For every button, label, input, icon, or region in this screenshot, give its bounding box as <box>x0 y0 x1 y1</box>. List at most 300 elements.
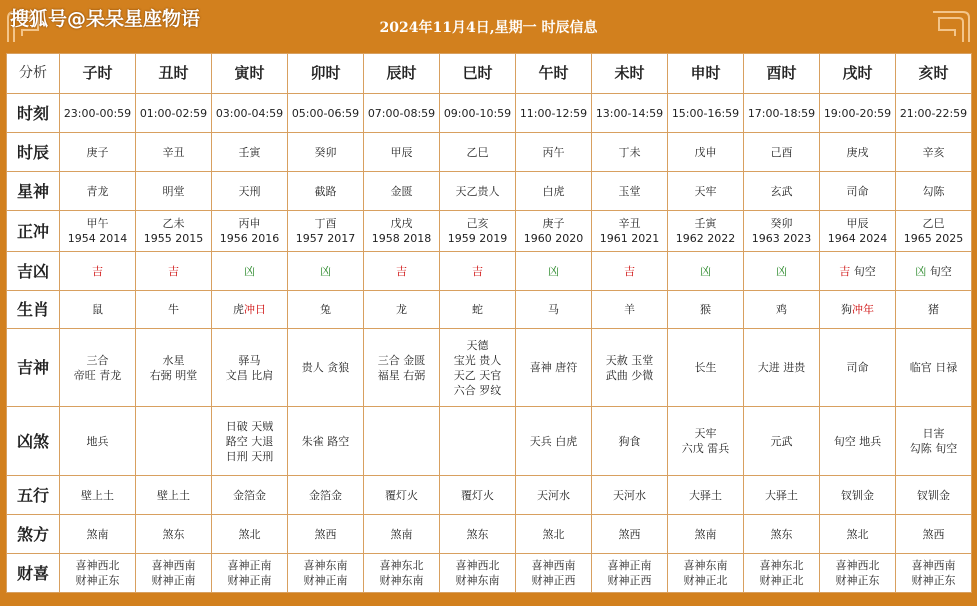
cell-line: 金匮 <box>390 184 413 198</box>
table-cell <box>212 172 288 211</box>
table-cell <box>516 252 592 291</box>
table-cell <box>440 211 516 252</box>
cell-line: 乙巳 <box>922 217 945 230</box>
cell-line: 勾陈 <box>922 184 945 198</box>
table-cell <box>820 554 896 593</box>
table-cell <box>592 94 668 133</box>
hour-header: 亥时 <box>896 54 972 94</box>
table-row <box>7 172 972 211</box>
table-cell <box>60 291 136 329</box>
cell-line: 文昌 比肩 <box>225 368 274 382</box>
cell-line: 戊申 <box>694 145 717 159</box>
table-cell <box>516 172 592 211</box>
auspicious-mark: 吉 <box>92 264 103 278</box>
table-cell <box>668 172 744 211</box>
table-cell <box>896 554 972 593</box>
table-cell <box>136 515 212 554</box>
table-cell <box>212 515 288 554</box>
table-cell <box>212 291 288 329</box>
cell-line: 1956 2016 <box>219 232 280 245</box>
hour-info-table <box>6 53 972 593</box>
zodiac-animal: 狗 <box>841 303 852 316</box>
cell-line: 壬寅 <box>238 145 261 159</box>
auspicious-mark: 吉 <box>472 264 483 278</box>
cell-line: 三合 <box>86 353 109 367</box>
cell-line: 钗钏金 <box>841 488 874 502</box>
table-cell <box>592 476 668 515</box>
cell-line: 喜神东南 <box>683 559 728 572</box>
table-cell <box>364 476 440 515</box>
table-cell <box>60 515 136 554</box>
cell-line: 05:00-06:59 <box>291 106 360 120</box>
table-cell <box>440 172 516 211</box>
cell-line: 17:00-18:59 <box>747 106 816 120</box>
row-header: 生肖 <box>7 291 60 329</box>
cell-line: 庚子 <box>86 145 109 159</box>
table-cell <box>668 252 744 291</box>
table-cell <box>668 133 744 172</box>
hour-header: 辰时 <box>364 54 440 94</box>
cell-line: 21:00-22:59 <box>899 106 968 120</box>
cell-line: 壁上土 <box>157 488 190 502</box>
table-cell <box>288 172 364 211</box>
cell-line: 己酉 <box>770 145 793 159</box>
cell-line: 勾陈 旬空 <box>909 442 958 455</box>
row-header: 五行 <box>7 476 60 515</box>
table-cell <box>288 476 364 515</box>
table-cell <box>364 172 440 211</box>
cell-line: 1963 2023 <box>751 232 812 245</box>
cell-line: 壬寅 <box>694 217 717 230</box>
cell-line: 煞北 <box>238 527 261 541</box>
cell-line: 喜神西南 <box>531 559 576 572</box>
table-cell <box>440 476 516 515</box>
cell-line: 司命 <box>846 184 869 198</box>
cell-line: 甲辰 <box>390 145 413 159</box>
table-cell <box>592 407 668 476</box>
table-cell <box>212 476 288 515</box>
cell-line: 日刑 天刑 <box>225 449 274 463</box>
inauspicious-mark: 凶 <box>320 264 331 278</box>
cell-line: 覆灯火 <box>461 488 494 502</box>
cell-line: 喜神西北 <box>835 559 880 572</box>
table-cell <box>288 211 364 252</box>
table-cell <box>668 476 744 515</box>
table-cell <box>364 329 440 407</box>
cell-line: 煞东 <box>770 527 793 541</box>
table-cell <box>896 252 972 291</box>
cell-line: 喜神正南 <box>227 559 272 572</box>
table-cell <box>668 554 744 593</box>
inauspicious-mark: 凶 <box>776 264 787 278</box>
table-cell <box>60 172 136 211</box>
table-cell <box>668 94 744 133</box>
table-body <box>7 94 972 593</box>
clash-note: 冲年 <box>852 303 874 316</box>
cell-line: 07:00-08:59 <box>367 106 436 120</box>
cell-line: 金箔金 <box>309 488 342 502</box>
cell-line: 临官 日禄 <box>909 361 958 374</box>
table-cell <box>744 172 820 211</box>
table-cell <box>136 252 212 291</box>
cell-line: 帝旺 青龙 <box>73 368 122 382</box>
cell-line: 13:00-14:59 <box>595 106 664 120</box>
table-cell <box>440 515 516 554</box>
table-cell <box>896 94 972 133</box>
table-cell <box>516 476 592 515</box>
table-cell <box>592 515 668 554</box>
cell-line: 1954 2014 <box>67 232 128 245</box>
cell-line: 路空 大退 <box>225 434 274 448</box>
cell-line: 财神正东 <box>835 574 880 587</box>
table-cell <box>744 252 820 291</box>
cell-line: 财神正北 <box>683 574 728 587</box>
table-cell <box>668 211 744 252</box>
cell-line: 日破 天贼 <box>225 419 274 433</box>
cell-line: 喜神 唐符 <box>529 361 578 374</box>
cell-line: 玉堂 <box>618 184 641 198</box>
cell-line: 财神正西 <box>531 574 576 587</box>
cell-line: 明堂 <box>162 184 185 198</box>
table-cell <box>136 407 212 476</box>
table-row <box>7 252 972 291</box>
table-cell <box>60 329 136 407</box>
table-cell <box>440 133 516 172</box>
cell-line: 乙巳 <box>466 145 489 159</box>
cell-line: 六戊 雷兵 <box>681 442 730 455</box>
cell-line: 财神正南 <box>303 574 348 587</box>
cell-line: 1962 2022 <box>675 232 736 245</box>
clash-note: 冲日 <box>244 303 266 316</box>
table-cell <box>896 329 972 407</box>
cell-line: 财神正南 <box>151 574 196 587</box>
cell-line: 驿马 <box>238 353 261 367</box>
cell-line: 喜神东北 <box>379 559 424 572</box>
table-cell <box>592 554 668 593</box>
table-cell <box>744 94 820 133</box>
table-cell <box>516 133 592 172</box>
cell-line: 福星 右弼 <box>377 368 426 382</box>
table-row <box>7 407 972 476</box>
cell-line: 财神正东 <box>911 574 956 587</box>
cell-line: 丁酉 <box>314 217 337 230</box>
hour-header: 子时 <box>60 54 136 94</box>
cell-line: 武曲 少微 <box>605 368 654 382</box>
table-cell <box>364 554 440 593</box>
table-cell <box>136 211 212 252</box>
cell-line: 煞北 <box>846 527 869 541</box>
cell-line: 天乙贵人 <box>455 184 500 198</box>
table-cell <box>896 291 972 329</box>
cell-line: 长生 <box>694 361 717 374</box>
row-header: 时刻 <box>7 94 60 133</box>
table-cell <box>136 94 212 133</box>
cell-line: 煞西 <box>314 527 337 541</box>
table-cell <box>516 291 592 329</box>
cell-line: 丁未 <box>618 145 641 159</box>
table-cell <box>60 476 136 515</box>
cell-line: 01:00-02:59 <box>139 106 208 120</box>
zodiac-animal: 牛 <box>168 303 179 316</box>
cell-line: 截路 <box>314 184 337 198</box>
table-cell <box>212 407 288 476</box>
cell-line: 1960 2020 <box>523 232 584 245</box>
cell-line: 元武 <box>770 434 793 448</box>
cell-line: 喜神西北 <box>75 559 120 572</box>
table-cell <box>60 211 136 252</box>
cell-line: 丙午 <box>542 145 565 159</box>
cell-line: 青龙 <box>86 184 109 198</box>
row-header: 凶煞 <box>7 407 60 476</box>
table-row <box>7 554 972 593</box>
cell-line: 03:00-04:59 <box>215 106 284 120</box>
cell-line: 财神东南 <box>379 574 424 587</box>
table-cell <box>288 252 364 291</box>
cell-line: 辛丑 <box>162 145 185 159</box>
cell-line: 天河水 <box>613 488 646 502</box>
table-cell <box>364 515 440 554</box>
table-cell <box>744 476 820 515</box>
table-cell <box>212 94 288 133</box>
cell-line: 白虎 <box>542 184 565 198</box>
cell-line: 煞南 <box>86 527 109 541</box>
cell-line: 11:00-12:59 <box>519 106 588 120</box>
cell-line: 宝光 贵人 <box>453 353 502 367</box>
table-cell <box>820 407 896 476</box>
table-cell <box>820 172 896 211</box>
cell-line: 天乙 天官 <box>453 368 502 382</box>
table-cell <box>136 554 212 593</box>
cell-line: 玄武 <box>770 184 793 198</box>
table-cell <box>288 94 364 133</box>
zodiac-animal: 兔 <box>320 303 331 316</box>
table-cell <box>592 329 668 407</box>
hour-header: 戌时 <box>820 54 896 94</box>
table-cell <box>136 172 212 211</box>
table-row <box>7 515 972 554</box>
table-cell <box>364 252 440 291</box>
cell-line: 财神正北 <box>759 574 804 587</box>
cell-line: 1961 2021 <box>599 232 660 245</box>
table-cell <box>136 329 212 407</box>
row-header: 吉神 <box>7 329 60 407</box>
table-cell <box>288 407 364 476</box>
cell-line: 癸卯 <box>314 145 337 159</box>
cell-line: 地兵 <box>86 434 109 448</box>
table-cell <box>212 211 288 252</box>
table-cell <box>668 515 744 554</box>
auspicious-mark: 吉 <box>396 264 407 278</box>
header-row <box>7 54 972 94</box>
row-header: 吉凶 <box>7 252 60 291</box>
table-cell <box>668 407 744 476</box>
table-cell <box>60 252 136 291</box>
cell-line: 庚子 <box>542 217 565 230</box>
table-cell <box>516 211 592 252</box>
table-cell <box>516 94 592 133</box>
cell-line: 乙未 <box>162 217 185 230</box>
table-cell <box>820 291 896 329</box>
table-cell <box>288 515 364 554</box>
cell-line: 日害 <box>922 427 945 440</box>
cell-line: 煞南 <box>390 527 413 541</box>
table-cell <box>820 252 896 291</box>
hour-header: 丑时 <box>136 54 212 94</box>
table-cell <box>288 291 364 329</box>
cell-line: 司命 <box>846 361 869 374</box>
zodiac-animal: 羊 <box>624 303 635 316</box>
row-header: 时辰 <box>7 133 60 172</box>
cell-line: 大进 进贵 <box>757 361 806 374</box>
row-header: 煞方 <box>7 515 60 554</box>
table-cell <box>288 554 364 593</box>
cell-line: 1958 2018 <box>371 232 432 245</box>
table-cell <box>440 407 516 476</box>
table-row <box>7 133 972 172</box>
cell-line: 庚戌 <box>846 145 869 159</box>
table-cell <box>136 476 212 515</box>
cell-line: 19:00-20:59 <box>823 106 892 120</box>
cell-line: 煞北 <box>542 527 565 541</box>
cell-line: 金箔金 <box>233 488 266 502</box>
table-cell <box>516 515 592 554</box>
cell-line: 己亥 <box>466 217 489 230</box>
table-cell <box>364 291 440 329</box>
inauspicious-mark: 凶 <box>700 264 711 278</box>
cell-line: 朱雀 路空 <box>301 434 350 448</box>
table-cell <box>744 291 820 329</box>
table-cell <box>592 133 668 172</box>
inauspicious-mark: 凶 <box>244 264 255 278</box>
cell-line: 财神东南 <box>455 574 500 587</box>
table-cell <box>744 407 820 476</box>
cell-line: 三合 金匮 <box>377 353 426 367</box>
cell-line: 天赦 玉堂 <box>605 353 654 367</box>
xunkong-note: 旬空 <box>926 264 952 278</box>
zodiac-animal: 猪 <box>928 303 939 316</box>
hour-header: 申时 <box>668 54 744 94</box>
table-cell <box>288 329 364 407</box>
table-cell <box>212 329 288 407</box>
table-cell <box>896 172 972 211</box>
cell-line: 1965 2025 <box>903 232 964 245</box>
cell-line: 天牢 <box>694 427 717 440</box>
table-row <box>7 291 972 329</box>
table-row <box>7 94 972 133</box>
table-cell <box>212 554 288 593</box>
cell-line: 喜神东北 <box>759 559 804 572</box>
table-cell <box>820 133 896 172</box>
table-cell <box>136 133 212 172</box>
table-cell <box>440 291 516 329</box>
table-row <box>7 329 972 407</box>
cell-line: 天河水 <box>537 488 570 502</box>
cell-line: 天德 <box>466 338 489 352</box>
cell-line: 喜神西北 <box>455 559 500 572</box>
zodiac-animal: 虎 <box>233 303 244 316</box>
table-cell <box>744 133 820 172</box>
cell-line: 六合 罗纹 <box>453 383 502 397</box>
table-row <box>7 211 972 252</box>
hour-header: 酉时 <box>744 54 820 94</box>
table-cell <box>820 515 896 554</box>
table-cell <box>820 476 896 515</box>
auspicious-mark: 吉 <box>624 264 635 278</box>
cell-line: 覆灯火 <box>385 488 418 502</box>
table-cell <box>592 291 668 329</box>
cell-line: 喜神西南 <box>911 559 956 572</box>
table-cell <box>592 252 668 291</box>
table-cell <box>592 211 668 252</box>
auspicious-mark: 吉 <box>839 264 851 278</box>
table-cell <box>212 252 288 291</box>
cell-line: 辛丑 <box>618 217 641 230</box>
table-cell <box>668 329 744 407</box>
table-cell <box>896 133 972 172</box>
cell-line: 狗食 <box>618 434 641 448</box>
table-cell <box>820 94 896 133</box>
zodiac-animal: 蛇 <box>472 303 483 316</box>
table-cell <box>896 515 972 554</box>
table-cell <box>896 211 972 252</box>
table-cell <box>60 407 136 476</box>
cell-line: 甲午 <box>86 217 109 230</box>
auspicious-mark: 吉 <box>168 264 179 278</box>
cell-line: 煞东 <box>162 527 185 541</box>
table-cell <box>364 407 440 476</box>
cell-line: 戊戌 <box>390 217 413 230</box>
table-cell <box>136 291 212 329</box>
hour-header: 卯时 <box>288 54 364 94</box>
cell-line: 天牢 <box>694 184 717 198</box>
cell-line: 旬空 地兵 <box>833 434 882 448</box>
table-row <box>7 476 972 515</box>
cell-line: 甲辰 <box>846 217 869 230</box>
cell-line: 水星 <box>162 353 185 367</box>
cell-line: 喜神正南 <box>607 559 652 572</box>
cell-line: 1959 2019 <box>447 232 508 245</box>
cell-line: 贵人 贪狼 <box>301 361 350 374</box>
cell-line: 煞西 <box>618 527 641 541</box>
zodiac-animal: 龙 <box>396 303 407 316</box>
cell-line: 喜神东南 <box>303 559 348 572</box>
cell-line: 天兵 白虎 <box>529 434 578 448</box>
table-cell <box>60 554 136 593</box>
table-cell <box>516 407 592 476</box>
zodiac-animal: 鸡 <box>776 303 787 316</box>
zodiac-animal: 马 <box>548 303 559 316</box>
cell-line: 壁上土 <box>81 488 114 502</box>
table-cell <box>744 211 820 252</box>
table-cell <box>516 329 592 407</box>
hour-header: 巳时 <box>440 54 516 94</box>
table-cell <box>896 407 972 476</box>
cell-line: 大驿土 <box>689 488 722 502</box>
cell-line: 右弼 明堂 <box>149 368 198 382</box>
cell-line: 财神正南 <box>227 574 272 587</box>
table-cell <box>212 133 288 172</box>
table-cell <box>364 133 440 172</box>
cell-line: 煞东 <box>466 527 489 541</box>
cell-line: 大驿土 <box>765 488 798 502</box>
cell-line: 丙申 <box>238 217 261 230</box>
table-cell <box>60 94 136 133</box>
table-cell <box>516 554 592 593</box>
table-cell <box>60 133 136 172</box>
table-cell <box>440 94 516 133</box>
row-header: 财喜 <box>7 554 60 593</box>
zodiac-animal: 鼠 <box>92 303 103 316</box>
